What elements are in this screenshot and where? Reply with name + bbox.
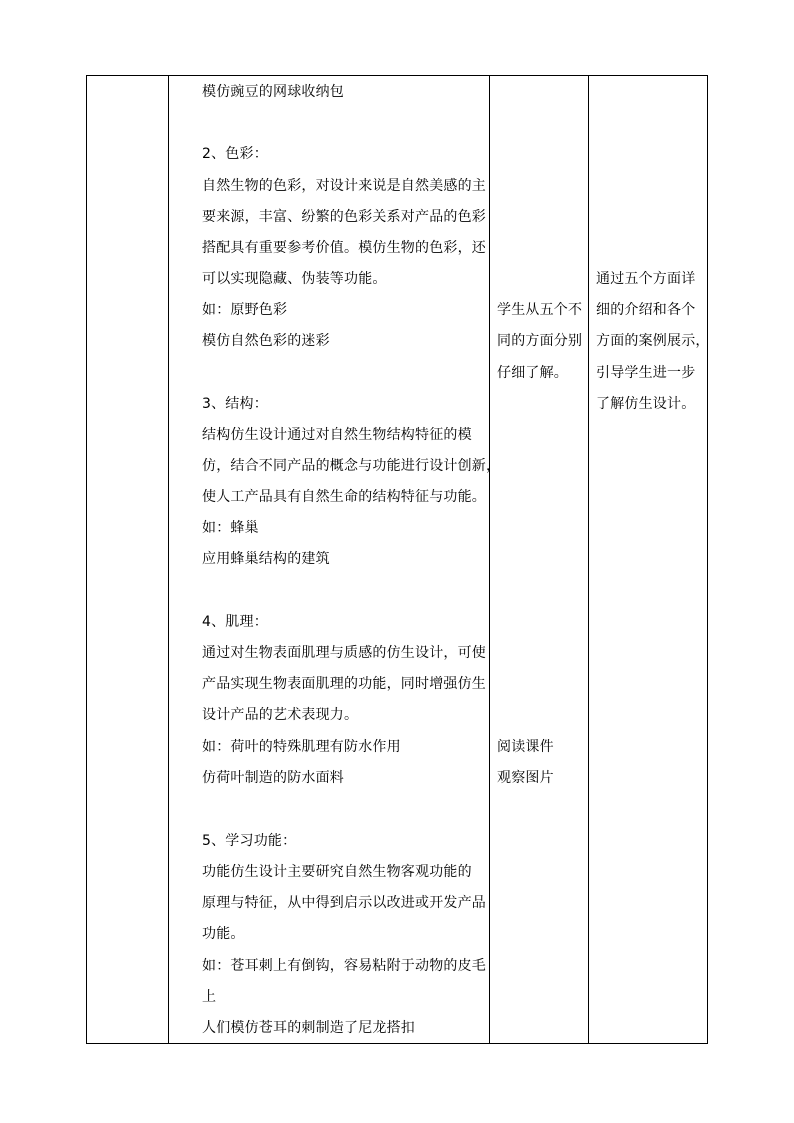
student-activity-line: 学生从五个不 [497,302,583,318]
content-line: 要来源，丰富、纷繁的色彩关系对产品的色彩 [202,209,486,225]
content-line: 原理与特征，从中得到启示以改进或开发产品 [202,895,486,911]
content-line: 5、学习功能： [202,833,297,849]
student-activity-line: 阅读课件 [497,739,554,755]
content-line: 仿荷叶制造的防水面料 [202,770,344,786]
content-line: 通过对生物表面肌理与质感的仿生设计，可使 [202,645,486,661]
content-line: 功能仿生设计主要研究自然生物客观功能的 [202,864,472,880]
content-line: 模仿豌豆的网球收纳包 [202,84,344,100]
column-divider-1 [168,75,169,1044]
content-line: 可以实现隐藏、伪装等功能。 [202,271,387,287]
content-line: 模仿自然色彩的迷彩 [202,333,330,349]
content-line: 如：荷叶的特殊肌理有防水作用 [202,739,401,755]
content-line: 如：原野色彩 [202,302,288,318]
table-border-right [707,75,708,1044]
content-line: 仿，结合不同产品的概念与功能进行设计创新， [202,458,501,474]
student-activity-line: 同的方面分别 [497,333,583,349]
column-divider-2 [489,75,490,1044]
content-line: 设计产品的艺术表现力。 [202,707,359,723]
content-line: 搭配具有重要参考价值。模仿生物的色彩，还 [202,240,486,256]
student-activity-line: 观察图片 [497,770,554,786]
design-intent-line: 引导学生进一步 [596,365,696,381]
content-line: 结构仿生设计通过对自然生物结构特征的模 [202,427,472,443]
design-intent-line: 了解仿生设计。 [596,396,696,412]
content-line: 3、结构： [202,396,268,412]
content-line: 使人工产品具有自然生命的结构特征与功能。 [202,489,486,505]
table-border-left [86,75,87,1044]
content-line: 产品实现生物表面肌理的功能，同时增强仿生 [202,676,486,692]
student-activity-line: 仔细了解。 [497,365,568,381]
content-line: 功能。 [202,926,245,942]
content-line: 应用蜂巢结构的建筑 [202,551,330,567]
table-border-top [86,75,708,76]
content-line: 4、肌理： [202,614,268,630]
content-line: 人们模仿苍耳的刺制造了尼龙搭扣 [202,1020,415,1036]
content-line: 2、色彩： [202,146,268,162]
design-intent-line: 方面的案例展示， [596,333,710,349]
content-line: 如：苍耳刺上有倒钩，容易粘附于动物的皮毛 [202,958,486,974]
content-line: 自然生物的色彩，对设计来说是自然美感的主 [202,178,486,194]
column-divider-3 [588,75,589,1044]
design-intent-line: 细的介绍和各个 [596,302,696,318]
content-line: 上 [202,989,217,1005]
content-line: 如：蜂巢 [202,520,259,536]
design-intent-line: 通过五个方面详 [596,271,696,287]
